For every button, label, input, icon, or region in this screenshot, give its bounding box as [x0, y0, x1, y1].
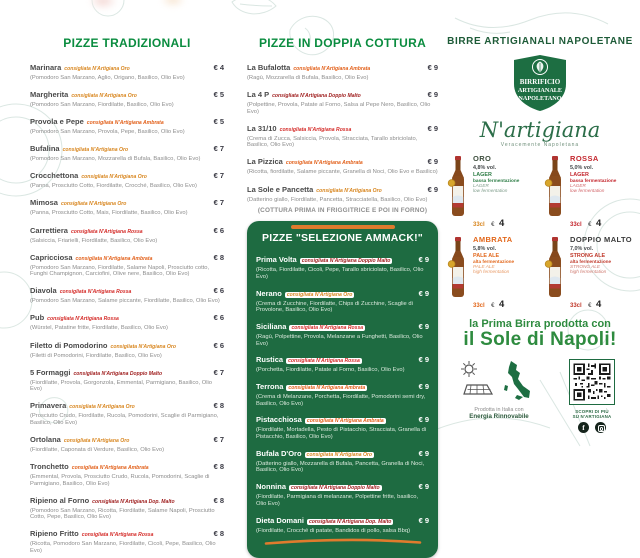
- menu-item-recommendation: consigliata N'Artigiana Oro: [306, 451, 373, 458]
- menu-item-ingredients: (Porchetta, Fiordilatte, Patate al Forno, Basilico, Olio Evo): [256, 367, 405, 374]
- beer-fermentation: bassa fermentazione: [473, 178, 520, 183]
- beer-card: [544, 155, 633, 231]
- menu-item: [256, 510, 429, 535]
- menu-item-recommendation: consigliata N'Artigiana Rossa: [288, 358, 360, 365]
- menu-item-recommendation: consigliata N'Artigiana Doppio Malto: [73, 370, 163, 377]
- menu-item: [247, 151, 438, 176]
- pizza-list-tradizionali: [30, 57, 224, 555]
- beer-footer: [447, 359, 633, 433]
- menu-item: [256, 349, 429, 374]
- menu-item-rec-wrap: [72, 456, 211, 474]
- menu-item-rec-wrap: [286, 151, 425, 169]
- menu-item-ingredients: (Pomodoro San Marzano, Fiordilatte, Salame Napoli, Prosciutto cotto, Funghi Champignon, Carciofini, Olive nere, Basilico, Olio Evo): [30, 264, 210, 278]
- menu-item-name: Ripieno Fritto: [30, 529, 79, 539]
- section-pizze-tradizionali: [30, 36, 224, 557]
- menu-item: [256, 443, 429, 474]
- svg-text:NAPOLETANO: NAPOLETANO: [518, 95, 562, 102]
- menu-item-name: Capricciosa: [30, 252, 73, 262]
- menu-item-rec-wrap: [71, 220, 211, 238]
- menu-item: [30, 456, 224, 487]
- menu-item: [30, 307, 224, 332]
- beer-currency: €: [588, 303, 592, 309]
- menu-item-name: Rustica: [256, 355, 284, 365]
- menu-item-recommendation: consigliata N'Artigiana Doppio Malto: [272, 93, 361, 100]
- menu-item-name: Mimosa: [30, 198, 58, 208]
- beer-fermentation-en: low fermentation: [473, 188, 508, 193]
- menu-item-rec-wrap: [286, 349, 415, 367]
- beer-style-en: STRONG ALE: [570, 264, 601, 269]
- beer-grid: [447, 155, 633, 312]
- menu-item: [256, 249, 429, 280]
- beer-abv: 5,0% vol.: [570, 165, 594, 171]
- section-title-tradizionali: PIZZE TRADIZIONALI: [63, 36, 191, 50]
- menu-item-rec-wrap: [69, 395, 210, 413]
- tagline-line2: il Sole di Napoli!: [463, 329, 617, 350]
- menu-item-ingredients: (Salsiccia, Friarielli, Fiordilatte, Basilico, Olio Evo): [30, 237, 158, 244]
- menu-item-recommendation: consigliata N'Artigiana Ambrata: [293, 66, 371, 72]
- menu-item-price: € 4: [213, 63, 224, 72]
- menu-item-recommendation: consigliata N'Artigiana Rossa: [291, 324, 364, 331]
- menu-item-rec-wrap: [82, 523, 211, 541]
- menu-item-rec-wrap: [289, 476, 416, 494]
- menu-item-name: Filetto di Pomodorino: [30, 340, 108, 350]
- menu-item-recommendation: consigliata N'Artigiana Ambrata: [86, 120, 164, 127]
- beer-style-en: LAGER: [570, 183, 586, 188]
- menu-item-name: Terrona: [256, 382, 284, 392]
- menu-item-ingredients: (Fiordilatte, Caponata di Verdure, Basilico, Olio Evo): [30, 447, 165, 453]
- beer-bottle-icon: [544, 236, 566, 298]
- beer-info: [473, 155, 519, 231]
- menu-item-name: 5 Formaggi: [30, 367, 71, 377]
- menu-item-name: Ortolana: [30, 435, 61, 444]
- menu-item-price: € 9: [418, 321, 429, 331]
- selection-ammack-box: [247, 221, 438, 558]
- beer-abv: 5,8% vol.: [473, 246, 497, 252]
- menu-item-name: Nerano: [256, 288, 282, 298]
- menu-item-rec-wrap: [92, 490, 210, 508]
- menu-item: [247, 118, 438, 149]
- menu-item-rec-wrap: [63, 138, 211, 156]
- menu-item-name: La Bufalotta: [247, 63, 291, 72]
- menu-item-price: € 7: [213, 367, 224, 377]
- menu-item-recommendation: consigliata N'Artigiana Oro: [71, 93, 137, 100]
- menu-item-ingredients: (Filetti di Pomodorini, Fiordilatte, Basilico, Olio Evo): [30, 352, 162, 359]
- menu-item-recommendation: consigliata N'Artigiana Rossa: [59, 289, 132, 296]
- section-pizze-doppia-cottura: [247, 36, 438, 558]
- beer-currency: €: [588, 222, 592, 228]
- menu-item: [30, 57, 224, 82]
- menu-item-rec-wrap: [286, 376, 415, 394]
- beer-fermentation: bassa fermentazione: [570, 178, 617, 183]
- menu-item-name: Marinara: [30, 63, 62, 72]
- menu-item-ingredients: (Fiordilatte, Provola, Gorgonzola, Emmental, Parmigiano, Basilico, Olio Evo): [30, 379, 213, 393]
- menu-item-rec-wrap: [111, 335, 211, 353]
- beer-price: 4: [595, 218, 602, 229]
- menu-item-recommendation: consigliata N'Artigiana Rossa: [81, 532, 154, 539]
- menu-item-rec-wrap: [73, 362, 210, 380]
- menu-item: [247, 179, 438, 204]
- brewery-logo: [447, 54, 633, 117]
- menu-item-recommendation: consigliata N'Artigiana Rossa: [70, 228, 143, 235]
- menu-item-price: € 6: [213, 225, 224, 235]
- menu-item-price: € 7: [213, 171, 224, 181]
- menu-item-rec-wrap: [87, 111, 211, 129]
- social-icons: [559, 422, 625, 433]
- beer-abv: 7,0% vol.: [570, 246, 594, 252]
- beer-fermentation-en: high fermentation: [570, 269, 607, 274]
- menu-item-price: € 9: [427, 184, 438, 194]
- beer-price: 4: [595, 299, 602, 310]
- beer-bottle-icon: [447, 236, 469, 298]
- beer-size-price: [570, 291, 632, 312]
- beer-size: 33cl: [473, 303, 485, 309]
- menu-item: [30, 247, 224, 278]
- beer-card: [544, 236, 633, 312]
- menu-item-name: Siciliana: [256, 321, 287, 331]
- menu-item-price: € 5: [213, 117, 224, 127]
- menu-item: [30, 335, 224, 360]
- beer-fermentation: alta fermentazione: [473, 259, 515, 264]
- menu-item: [30, 220, 224, 245]
- menu-item-name: Carrettiera: [30, 225, 68, 235]
- menu-item-price: € 8: [213, 495, 224, 505]
- menu-item-name: Prima Volta: [256, 255, 297, 265]
- menu-item-price: € 9: [427, 157, 438, 167]
- menu-item: [247, 84, 438, 115]
- menu-item-price: € 9: [427, 63, 438, 72]
- beer-bottle-icon: [447, 155, 469, 217]
- beer-currency: €: [491, 303, 495, 309]
- beer-fermentation-en: high fermentation: [473, 269, 510, 274]
- menu-item-ingredients: (Fiordilatte, Crocché di patate, Bandidos di pollo, salsa Bbq): [256, 527, 411, 534]
- beer-fermentation-en: low fermentation: [570, 188, 605, 193]
- menu-item-price: € 7: [213, 144, 224, 154]
- menu-item-price: € 8: [213, 462, 224, 472]
- pizza-list-doppia-cottura: [247, 57, 438, 203]
- menu-item: [30, 490, 224, 521]
- menu-item-price: € 9: [427, 90, 438, 100]
- qr-code: [569, 359, 615, 405]
- menu-item-ingredients: (Polpettine, Provola, Patate al Forno, Salsa al Pepe Nero, Basilico, Olio Evo): [247, 102, 431, 115]
- menu-item: [30, 523, 224, 554]
- menu-item-price: € 8: [213, 401, 224, 411]
- menu-item-recommendation: consigliata N'Artigiana Oro: [60, 201, 127, 208]
- menu-item-price: € 9: [418, 515, 429, 525]
- menu-item-ingredients: (Emmental, Provola, Prosciutto Crudo, Rucola, Pomodorini, Scaglie di Parmigiano, Basilico, Olio Evo): [30, 474, 210, 487]
- brand-script-subtitle: Veracemente Napoletana: [500, 142, 580, 148]
- pizza-list-selezione: [256, 249, 429, 534]
- menu-item-recommendation: consigliata N'Artigiana Oro: [64, 66, 130, 72]
- beer-name: ORO: [473, 154, 492, 163]
- menu-item-recommendation: consigliata N'Artigiana Oro: [286, 291, 353, 298]
- menu-item-ingredients: (Würstel, Patatine fritte, Fiordilatte, Basilico, Olio Evo): [30, 325, 168, 332]
- menu-item-price: € 7: [213, 435, 224, 444]
- menu-item-recommendation: consigliata N'Artigiana Oro: [316, 187, 382, 194]
- menu-item-recommendation: consigliata N'Artigiana Ambrata: [71, 465, 149, 472]
- menu-item: [30, 280, 224, 305]
- menu-item-name: Bufalina: [30, 144, 60, 154]
- menu-item-name: La Sole e Pancetta: [247, 184, 314, 194]
- beer-info: [473, 236, 514, 312]
- renewable-line2: Energia Rinnovabile: [469, 413, 529, 420]
- brand-script-name: N'artigiana: [479, 118, 601, 142]
- menu-item-ingredients: (Panna, Prosciutto Cotto, Fiordilatte, Crocché, Basilico, Olio Evo): [30, 183, 197, 190]
- beer-name: AMBRATA: [473, 235, 513, 244]
- menu-item-ingredients: (Crema di Melanzane, Porchetta, Fiordilatte, Pomodorini semi dry, Basilico, Olio Evo): [256, 394, 426, 407]
- menu-item-rec-wrap: [305, 443, 416, 461]
- beer-price: 4: [498, 218, 505, 229]
- section-title-selezione-ammack: PIZZE "SELEZIONE AMMACK!": [262, 232, 423, 245]
- beer-style: PALE ALE: [473, 253, 500, 259]
- menu-item-price: € 6: [213, 313, 224, 323]
- beer-name: DOPPIO MALTO: [570, 235, 633, 244]
- menu-item-rec-wrap: [64, 57, 210, 75]
- menu-item-rec-wrap: [289, 316, 415, 334]
- menu-item-ingredients: (Datterino giallo, Mozzarella di Bufala, Pancetta, Granella di Noci, Basilico, Olio Evo): [256, 460, 425, 474]
- menu-item-rec-wrap: [272, 84, 424, 102]
- menu-item-ingredients: (Pomodoro San Marzano, Salame piccante, Fiordilatte, Basilico, Olio Evo): [30, 298, 220, 305]
- menu-item-recommendation: consigliata N'Artigiana Oro: [63, 438, 130, 444]
- menu-item-rec-wrap: [60, 280, 211, 298]
- menu-item-name: Tronchetto: [30, 462, 69, 472]
- beer-info: [570, 155, 616, 231]
- menu-item-price: € 8: [213, 252, 224, 262]
- menu-item-price: € 9: [418, 482, 429, 492]
- menu-item-rec-wrap: [293, 57, 424, 75]
- menu-item-ingredients: (Ricotta, fiordilatte, Salame piccante, Granella di Noci, Olio Evo e Basilico): [247, 169, 438, 176]
- menu-item-price: € 6: [213, 340, 224, 350]
- menu-item-price: € 6: [213, 286, 224, 296]
- menu-item-price: € 9: [418, 255, 429, 265]
- beer-style-en: PALE ALE: [473, 264, 495, 269]
- menu-item: [30, 362, 224, 393]
- menu-item-rec-wrap: [285, 283, 416, 301]
- menu-item: [247, 57, 438, 82]
- menu-item: [256, 316, 429, 347]
- menu-item-name: Margherita: [30, 90, 69, 100]
- section-title-birre: BIRRE ARTIGIANALI NAPOLETANE: [447, 36, 633, 47]
- menu-item-ingredients: (Ragù, Mozzarella di Bufala, Basilico, Olio Evo): [247, 75, 369, 81]
- menu-item-ingredients: (Crema di Zucchine, Fiordilatte, Chips di Zucchine, Scaglie di Provolone, Basilico, Olio Evo): [256, 300, 413, 314]
- menu-item-recommendation: consigliata N'Artigiana Rossa: [47, 316, 119, 323]
- menu-item-rec-wrap: [47, 307, 210, 325]
- renewable-line1: Prodotta in Italia con: [474, 407, 524, 413]
- menu-item-price: € 8: [213, 529, 224, 539]
- menu-item-recommendation: consigliata N'Artigiana Oro: [81, 174, 147, 181]
- menu-item-name: Provola e Pepe: [30, 117, 84, 127]
- menu-item-name: Primavera: [30, 401, 67, 411]
- menu-item-ingredients: (Pomodoro San Marzano, Mozzarella di Bufala, Basilico, Olio Evo): [30, 156, 201, 163]
- menu-item-rec-wrap: [81, 165, 210, 183]
- menu-item-ingredients: (Pomodoro San Marzano, Aglio, Origano, Basilico, Olio Evo): [30, 75, 185, 81]
- menu-item: [256, 476, 429, 507]
- beer-style: STRONG ALE: [570, 253, 606, 259]
- menu-item-name: Diavola: [30, 286, 57, 296]
- menu-item-price: € 9: [418, 415, 429, 425]
- renewable-energy-block: [455, 359, 543, 420]
- tagline-line1: la Prima Birra prodotta con: [469, 318, 611, 330]
- menu-item-name: Dieta Domani: [256, 515, 304, 525]
- qr-caption-line1: SCOPRI DI PIÙ: [575, 409, 609, 414]
- svg-text:ARTIGIANALE: ARTIGIANALE: [517, 87, 563, 94]
- menu-item-name: Ripieno al Forno: [30, 495, 90, 505]
- menu-item-recommendation: consigliata N'Artigiana Dop. Malto: [308, 518, 392, 525]
- menu-item-rec-wrap: [307, 510, 416, 528]
- menu-item-rec-wrap: [71, 84, 210, 102]
- menu-item-price: € 9: [427, 123, 438, 133]
- menu-item-rec-wrap: [76, 247, 211, 265]
- menu-item-recommendation: consigliata N'Artigiana Rossa: [279, 126, 352, 133]
- beer-style: LAGER: [473, 172, 492, 178]
- menu-item-ingredients: (Ricotta, Pomodoro San Marzano, Fiordilatte, Cicoli, Pepe, Basilico, Olio Evo): [30, 541, 216, 555]
- menu-item-name: La 4 P: [247, 90, 270, 100]
- solar-panel-italy-icon: [459, 359, 539, 401]
- menu-item-name: Pistacchiosa: [256, 415, 302, 425]
- beer-size-price: [473, 210, 519, 231]
- beer-price: 4: [498, 299, 505, 310]
- menu-item-ingredients: (Ricotta, Fiordilatte, Cicoli, Pepe, Tarallo sbriciolato, Basilico, Olio Evo): [256, 267, 424, 280]
- menu-item-recommendation: consigliata N'Artigiana Ambrata: [306, 418, 384, 425]
- qr-caption: [559, 409, 625, 419]
- menu-item-recommendation: consigliata N'Artigiana Oro: [110, 343, 176, 350]
- menu-item-rec-wrap: [61, 192, 211, 210]
- beer-size: 33cl: [570, 303, 582, 309]
- brewery-shield-icon: [509, 54, 571, 112]
- menu-item-ingredients: (Crema di Zucca, Salsiccia, Provola, Stracciata, Tarallo sbriciolato, Basilico, Olio Evo): [247, 135, 418, 149]
- menu-item: [30, 111, 224, 136]
- menu-item-name: Crocchettona: [30, 171, 79, 181]
- menu-item-recommendation: consigliata N'Artigiana Oro: [69, 404, 135, 411]
- menu-item-ingredients: (Prosciutto Crudo, Fiordilatte, Rucola, Pomodorini, Scaglie di Parmigiano, Basilico, Olio Evo): [30, 413, 219, 426]
- menu-item: [256, 283, 429, 314]
- beer-abv: 4,8% vol.: [473, 165, 497, 171]
- menu-item: [30, 165, 224, 190]
- menu-item-price: € 7: [213, 198, 224, 208]
- instagram-icon: [595, 422, 606, 433]
- beer-currency: €: [491, 222, 495, 228]
- menu-item-ingredients: (Pomodoro San Marzano, Ricotta, Fiordilatte, Salame Napoli, Prosciutto Cotto, Pepe, Basilico, Olio Evo): [30, 507, 215, 521]
- menu-item-recommendation: consigliata N'Artigiana Dop. Malto: [92, 498, 175, 505]
- menu-item-price: € 9: [418, 288, 429, 298]
- beer-name: ROSSA: [570, 154, 599, 163]
- menu-item-rec-wrap: [305, 409, 416, 427]
- beer-card: [447, 236, 536, 312]
- beer-style-en: LAGER: [473, 183, 489, 188]
- menu-item-ingredients: (Panna, Prosciutto Cotto, Mais, Fiordilatte, Basilico, Olio Evo): [30, 210, 188, 217]
- menu-item-ingredients: (Datterino giallo, Fiordilatte, Pancetta, Stracciatella, Basilico, Olio Evo): [247, 196, 428, 203]
- menu-item-name: La Pizzica: [247, 157, 283, 167]
- section-birre-artigianali: [447, 36, 633, 433]
- menu-item-price: € 9: [418, 448, 429, 458]
- menu-item-price: € 5: [213, 90, 224, 100]
- menu-item-recommendation: consigliata N'Artigiana Doppio Malto: [291, 485, 380, 492]
- menu-item: [256, 409, 429, 440]
- menu-item: [256, 376, 429, 407]
- menu-item-price: € 9: [418, 355, 429, 365]
- beer-size: 33cl: [473, 222, 485, 228]
- menu-item: [30, 429, 224, 454]
- menu-item-rec-wrap: [300, 249, 416, 267]
- beer-size-price: [570, 210, 616, 231]
- section-title-doppia-cottura: PIZZE IN DOPPIA COTTURA: [258, 36, 427, 50]
- facebook-icon: f: [578, 422, 589, 433]
- menu-item-ingredients: (Ragù, Polpettine, Provola, Melanzane a Funghetti, Basilico, Olio Evo): [256, 333, 423, 347]
- menu-item: [30, 84, 224, 109]
- beer-size-price: [473, 291, 514, 312]
- qr-caption-line2: SU N'ARTIGIANA: [572, 414, 612, 420]
- cooking-note: (COTTURA PRIMA IN FRIGGITRICE E POI IN FORNO): [257, 207, 428, 215]
- menu-item-ingredients: (Fiordilatte, Parmigiana di melanzane, Polpettine fritte, basilico, Olio Evo): [256, 494, 419, 507]
- svg-text:BIRRIFICIO: BIRRIFICIO: [519, 78, 561, 86]
- menu-item-price: € 9: [418, 382, 429, 392]
- menu-item-ingredients: (Fiordilatte, Mortadella, Pesto di Pistacchio, Stracciata, Granella di Pistacchio, Basilico, Olio Evo): [256, 427, 427, 441]
- menu-item-recommendation: consigliata N'Artigiana Ambrata: [75, 255, 153, 262]
- menu-item-recommendation: consigliata N'Artigiana Ambrata: [288, 385, 366, 392]
- beer-style: LAGER: [570, 172, 589, 178]
- orange-top-bar: [291, 225, 395, 229]
- beer-info: [570, 236, 632, 312]
- menu-item-name: Bufala D'Oro: [256, 448, 302, 458]
- beer-bottle-icon: [544, 155, 566, 217]
- menu-item: [30, 395, 224, 426]
- menu-item-ingredients: (Pomodoro San Marzano, Fiordilatte, Basilico, Olio Evo): [30, 102, 174, 109]
- beer-fermentation: alta fermentazione: [570, 259, 612, 264]
- orange-swoosh: [263, 538, 423, 545]
- menu-item-recommendation: consigliata N'Artigiana Ambrata: [285, 160, 363, 167]
- beer-size: 33cl: [570, 222, 582, 228]
- menu-item-recommendation: consigliata N'Artigiana Oro: [62, 147, 129, 154]
- menu-item-rec-wrap: [316, 179, 424, 197]
- menu-item-ingredients: (Pomodoro San Marzano, Provola, Pepe, Basilico, Olio Evo): [30, 129, 185, 136]
- menu-item-recommendation: consigliata N'Artigiana Doppio Malto: [301, 258, 391, 265]
- menu-item-name: Pub: [30, 313, 45, 323]
- menu-item-rec-wrap: [64, 429, 211, 447]
- menu-item-rec-wrap: [280, 118, 425, 136]
- menu-item: [30, 138, 224, 163]
- beer-card: [447, 155, 536, 231]
- menu-item: [30, 192, 224, 217]
- menu-item-name: La 31/10: [247, 123, 277, 133]
- menu-item-name: Nonnina: [256, 482, 286, 492]
- qr-block: [559, 359, 625, 433]
